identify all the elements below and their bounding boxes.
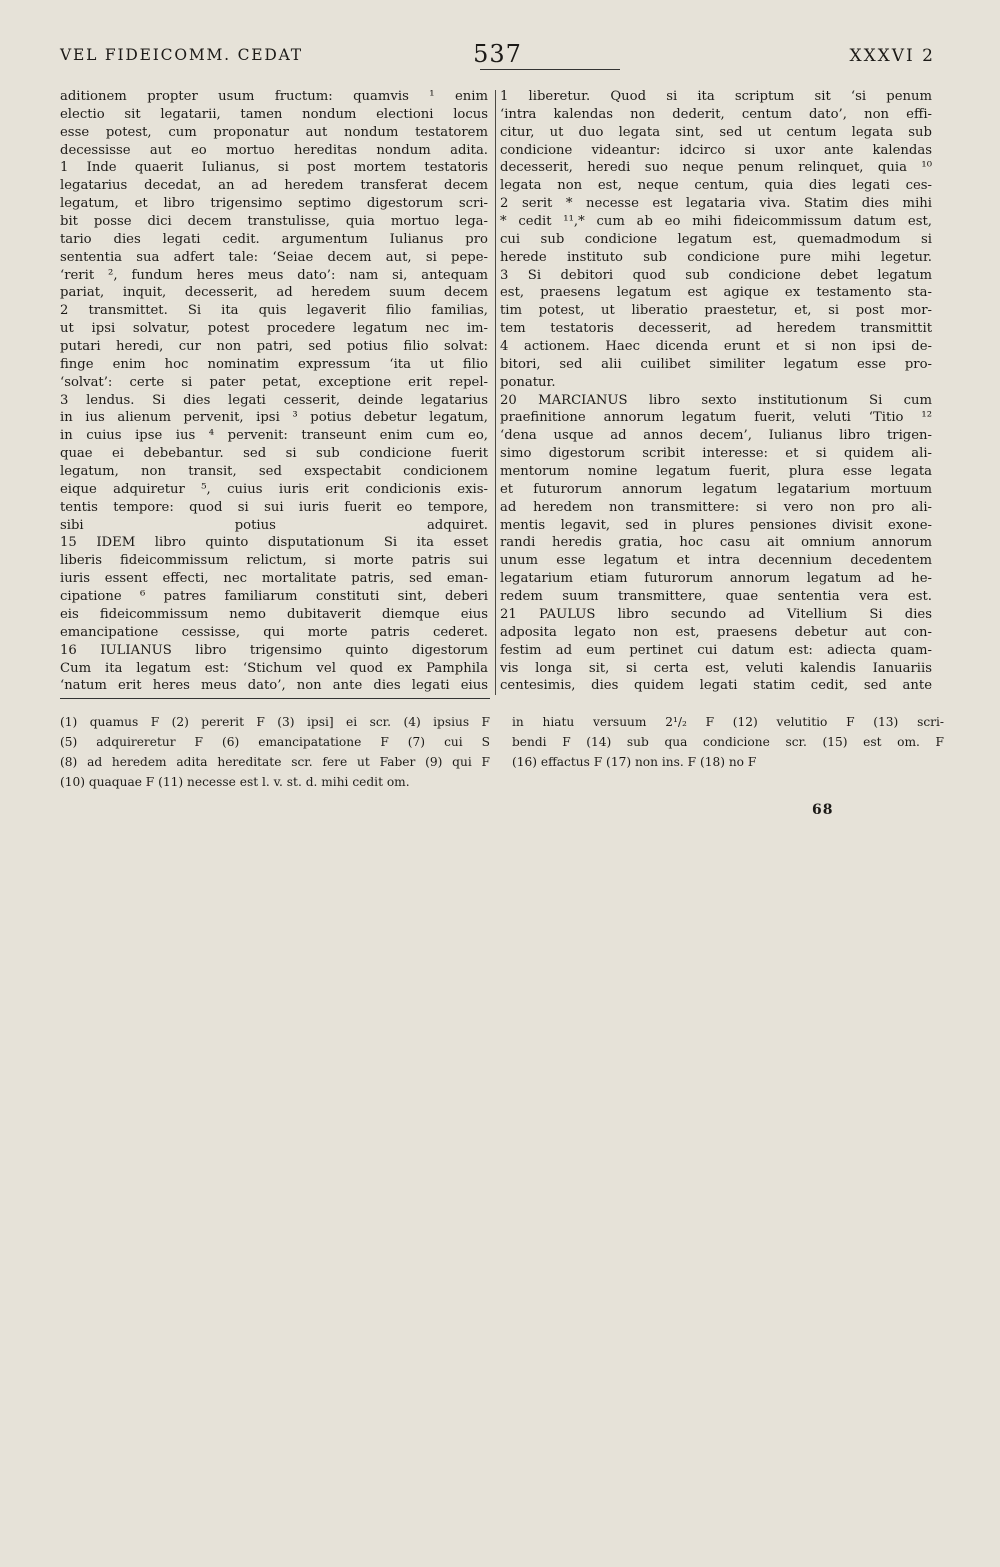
text-line: bitori, sed alii cuilibet similiter legatum esse pro- bbox=[500, 356, 932, 372]
text-line: 20 MARCIANUS libro sexto institutionum Si cum bbox=[500, 392, 932, 408]
text-line: ‘dena usque ad annos decem’, Iulianus libro trigen- bbox=[500, 428, 932, 444]
text-line: redem suum transmittere, quae sententia vera est. bbox=[500, 589, 932, 605]
left-column bbox=[60, 88, 488, 696]
text-line: sibi potius adquiret. bbox=[60, 517, 488, 533]
text-line: eis fideicommissum nemo dubitaverit diemque eius bbox=[60, 606, 488, 622]
footnote-line: (8) ad heredem adita hereditate scr. fere ut Faber (9) qui F bbox=[60, 755, 490, 769]
text-line: iuris essent effecti, nec mortalitate patris, sed eman- bbox=[60, 571, 488, 587]
footnote-line: (1) quamus F (2) pererit F (3) ipsi] ei scr. (4) ipsius F bbox=[60, 715, 490, 729]
text-line bbox=[500, 695, 932, 696]
text-line: adposita legato non est, praesens debetur aut con- bbox=[500, 624, 932, 640]
text-line: eique adquiretur ⁵, cuius iuris erit condicionis exis- bbox=[60, 481, 488, 497]
text-line: pariat, inquit, decesserit, ad heredem suum decem bbox=[60, 285, 488, 301]
text-line: herede instituto sub condicione pure mihi legetur. bbox=[500, 249, 932, 265]
text-line: 3 lendus. Si dies legati cesserit, deinde legatarius bbox=[60, 392, 488, 408]
text-line: centesimis, dies quidem legati statim cedit, sed ante bbox=[500, 678, 932, 694]
page-header bbox=[60, 38, 935, 70]
page-number-rule bbox=[480, 69, 620, 70]
text-line: ut ipsi solvatur, potest procedere legatum nec im- bbox=[60, 321, 488, 337]
text-line: tario dies legati cedit. argumentum Iulianus pro bbox=[60, 231, 488, 247]
text-line: decesserit, heredi suo neque penum relinquet, quia ¹⁰ bbox=[500, 160, 932, 176]
text-line: ‘solvat’: certe si pater petat, exceptione erit repel- bbox=[60, 374, 488, 390]
text-line: simo digestorum scribit interesse: et si quidem ali- bbox=[500, 446, 932, 462]
text-line: esse potest, cum proponatur aut nondum testatorem bbox=[60, 124, 488, 140]
text-line: ‘intra kalendas non dederit, centum dato’, non effi- bbox=[500, 106, 932, 122]
running-head-right: XXXVI 2 bbox=[849, 46, 935, 66]
text-line: finge enim hoc nominatim expressum ‘ita ut filio bbox=[60, 356, 488, 372]
text-line: emancipatione cessisse, qui morte patris cederet. bbox=[60, 624, 488, 640]
footnotes-left bbox=[60, 712, 490, 792]
text-line: praefinitione annorum legatum fuerit, veluti ‘Titio ¹² bbox=[500, 410, 932, 426]
text-line: ponatur. bbox=[500, 374, 556, 390]
text-line: et futurorum annorum legatum legatarium mortuum bbox=[500, 481, 932, 497]
text-line: 1 liberetur. Quod si ita scriptum sit ‘si penum bbox=[500, 89, 932, 104]
text-line bbox=[60, 695, 488, 696]
text-line: tem testatoris decesserit, ad heredem transmittit bbox=[500, 321, 932, 337]
footnote-line: bendi F (14) sub qua condicione scr. (15) est om. F bbox=[512, 735, 944, 749]
text-line: 16 IULIANUS libro trigensimo quinto digestorum bbox=[60, 642, 488, 658]
text-line: cipatione ⁶ patres familiarum constituti sint, deberi bbox=[60, 589, 488, 605]
text-line: tentis tempore: quod si sui iuris fuerit eo tempore, bbox=[60, 499, 488, 515]
text-line: cui sub condicione legatum est, quemadmodum si bbox=[500, 231, 932, 247]
text-line: ‘natum erit heres meus dato’, non ante dies legati eius bbox=[60, 678, 488, 694]
page-number: 537 bbox=[473, 40, 522, 68]
signature-mark: 68 bbox=[812, 802, 834, 818]
footnote-line: (16) effactus F (17) non ins. F (18) no F bbox=[512, 755, 757, 769]
text-line: legata non est, neque centum, quia dies legati ces- bbox=[500, 178, 932, 194]
text-line: ad heredem non transmittere: si vero non pro ali- bbox=[500, 499, 932, 515]
text-line: aditionem propter usum fructum: quamvis ¹ enim bbox=[60, 89, 488, 104]
footnote-line: (10) quaquae F (11) necesse est l. v. st. d. mihi cedit om. bbox=[60, 775, 410, 789]
text-line: randi heredis gratia, hoc casu ait omnium annorum bbox=[500, 535, 932, 551]
footnotes-right bbox=[512, 712, 944, 792]
text-line: sententia sua adfert tale: ‘Seiae decem aut, si pepe- bbox=[60, 249, 488, 265]
right-column bbox=[500, 88, 932, 696]
text-line: liberis fideicommissum relictum, si morte patris sui bbox=[60, 553, 488, 569]
text-line: in cuius ipse ius ⁴ pervenit: transeunt enim cum eo, bbox=[60, 428, 488, 444]
text-line: * cedit ¹¹,* cum ab eo mihi fideicommissum datum est, bbox=[500, 214, 932, 230]
text-line: est, praesens legatum est agique ex testamento sta- bbox=[500, 285, 932, 301]
text-line: legatum, non transit, sed exspectabit condicionem bbox=[60, 464, 488, 480]
text-line: condicione videantur: idcirco si uxor ante kalendas bbox=[500, 142, 932, 158]
text-line: tim potest, ut liberatio praestetur, et, si post mor- bbox=[500, 303, 932, 319]
footnote-line: in hiatu versuum 2¹/₂ F (12) velutitio F (13) scri- bbox=[512, 715, 944, 729]
text-line: in ius alienum pervenit, ipsi ³ potius debetur legatum, bbox=[60, 410, 488, 426]
text-line: 2 serit * necesse est legataria viva. Statim dies mihi bbox=[500, 196, 932, 212]
text-line: electio sit legatarii, tamen nondum electioni locus bbox=[60, 106, 488, 122]
footnote-line: (5) adquireretur F (6) emancipatatione F (7) cui S bbox=[60, 735, 490, 749]
text-line: citur, ut duo legata sint, sed ut centum legata sub bbox=[500, 124, 932, 140]
text-line: legatum, et libro trigensimo septimo digestorum scri- bbox=[60, 196, 488, 212]
text-line: festim ad eum pertinet cui datum est: adiecta quam- bbox=[500, 642, 932, 658]
text-line: 15 IDEM libro quinto disputationum Si ita esset bbox=[60, 535, 488, 551]
text-line: Cum ita legatum est: ‘Stichum vel quod ex Pamphila bbox=[60, 660, 488, 676]
text-line: mentorum nomine legatum fuerit, plura esse legata bbox=[500, 464, 932, 480]
text-line: 3 Si debitori quod sub condicione debet legatum bbox=[500, 267, 932, 283]
text-line: unum esse legatum et intra decennium decedentem bbox=[500, 553, 932, 569]
footnote-rule bbox=[60, 698, 490, 699]
column-divider bbox=[495, 90, 496, 695]
running-head-left: VEL FIDEICOMM. CEDAT bbox=[60, 46, 303, 64]
text-line: 21 PAULUS libro secundo ad Vitellium Si dies bbox=[500, 606, 932, 622]
text-line: 4 actionem. Haec dicenda erunt et si non ipsi de- bbox=[500, 339, 932, 355]
text-line: quae ei debebantur. sed si sub condicione fuerit bbox=[60, 446, 488, 462]
text-line: legatarius decedat, an ad heredem transferat decem bbox=[60, 178, 488, 194]
text-line: mentis legavit, sed in plures pensiones divisit exone- bbox=[500, 517, 932, 533]
text-line: legatarium etiam futurorum annorum legatum ad he- bbox=[500, 571, 932, 587]
text-line: putari heredi, cur non patri, sed potius filio solvat: bbox=[60, 339, 488, 355]
text-line: decessisse aut eo mortuo hereditas nondum adita. bbox=[60, 142, 488, 158]
text-line: 2 transmittet. Si ita quis legaverit filio familias, bbox=[60, 303, 488, 319]
text-line: 1 Inde quaerit Iulianus, si post mortem testatoris bbox=[60, 160, 488, 176]
text-line: bit posse dici decem transtulisse, quia mortuo lega- bbox=[60, 214, 488, 230]
text-line: vis longa sit, si certa est, veluti kalendis Ianuariis bbox=[500, 660, 932, 676]
text-line: ‘rerit ², fundum heres meus dato’: nam si, antequam bbox=[60, 267, 488, 283]
